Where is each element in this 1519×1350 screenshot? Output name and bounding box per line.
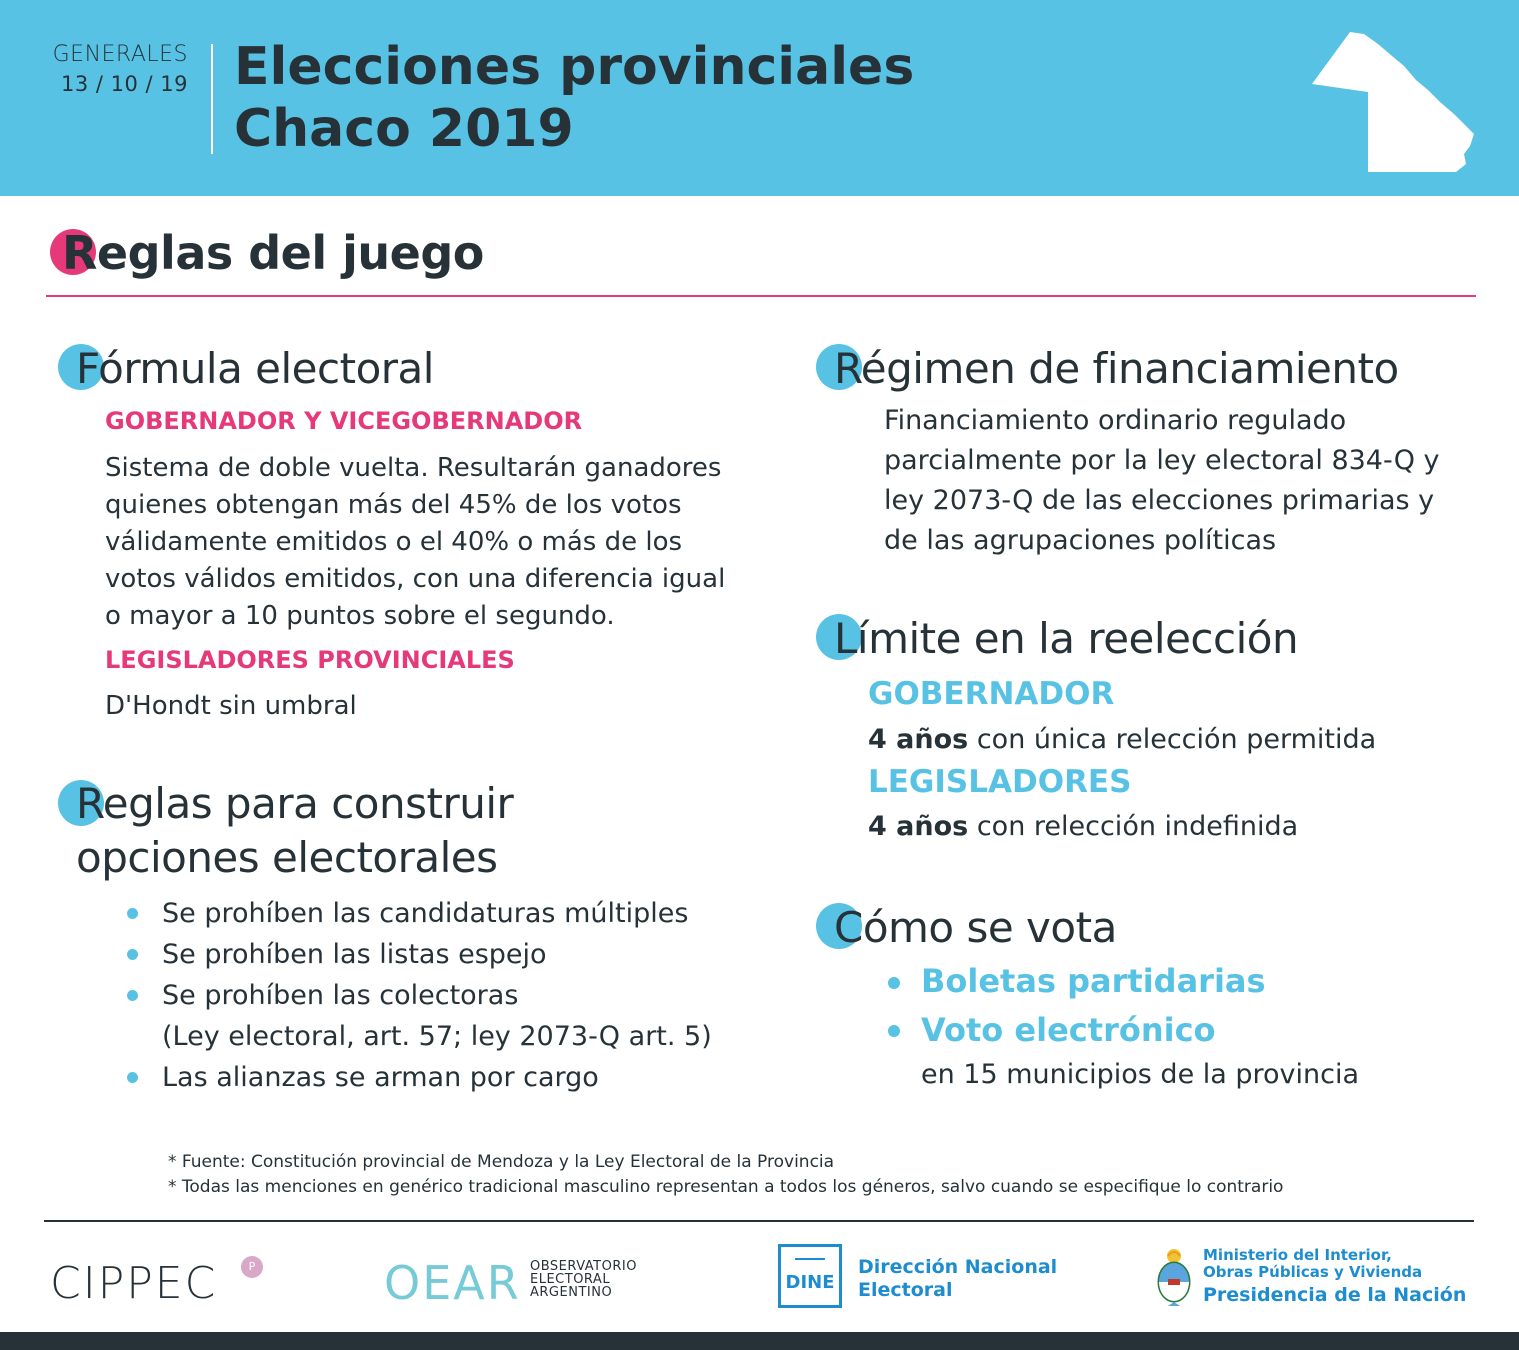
financiamiento-line: ley 2073-Q de las elecciones primarias y: [884, 485, 1435, 516]
oear-sub-line: ARGENTINO: [530, 1285, 613, 1300]
oear-logo-subtitle: [530, 1260, 637, 1299]
bullet-icon: [127, 1072, 138, 1083]
header-divider: [211, 44, 213, 154]
formula-gov-line: votos válidos emitidos, con una diferencia igual: [105, 564, 726, 594]
footnote-source: * Fuente: Constitución provincial de Mendoza y la Ley Electoral de la Provincia: [168, 1152, 835, 1172]
formula-leg-text: D'Hondt sin umbral: [105, 691, 357, 721]
financiamiento-line: parcialmente por la ley electoral 834-Q y: [884, 445, 1440, 476]
limite-heading: Límite en la reelección: [834, 614, 1299, 663]
election-date: 13 / 10 / 19: [60, 72, 188, 96]
section-title: Reglas del juego: [62, 226, 484, 280]
list-item: [124, 893, 712, 934]
formula-gov-line: quienes obtengan más del 45% de los votos: [105, 490, 682, 520]
list-item-note: (Ley electoral, art. 57; ley 2073-Q art. 5): [162, 1021, 712, 1052]
dne-line: Dirección Nacional: [858, 1256, 1058, 1278]
reglas-list: [124, 893, 712, 1098]
page-title-line1: Elecciones provinciales: [234, 37, 915, 97]
bullet-icon: [127, 908, 138, 919]
section-divider: [46, 295, 1476, 297]
ministerio-line: Ministerio del Interior,: [1203, 1246, 1392, 1264]
limite-gov-subtitle: GOBERNADOR: [868, 676, 1115, 712]
cippec-logo: CIPPEC: [50, 1258, 218, 1309]
chaco-map-icon: [1306, 28, 1478, 178]
limite-leg-subtitle: LEGISLADORES: [868, 764, 1132, 800]
formula-gov-subtitle: GOBERNADOR Y VICEGOBERNADOR: [105, 407, 583, 435]
bullet-icon: [127, 990, 138, 1001]
formula-gov-line: Sistema de doble vuelta. Resultarán ganadores: [105, 453, 722, 483]
financiamiento-line: Financiamiento ordinario regulado: [884, 405, 1347, 436]
escudo-nacional-icon: [1154, 1246, 1194, 1306]
reglas-heading-line1: Reglas para construir: [76, 779, 514, 828]
page-title-line2: Chaco 2019: [234, 99, 574, 159]
dne-logo-text: [858, 1256, 1057, 1302]
financiamiento-line: de las agrupaciones políticas: [884, 525, 1277, 556]
presidencia-logo-text: Presidencia de la Nación: [1203, 1284, 1467, 1306]
dine-logo-text: DINE: [785, 1272, 835, 1293]
list-item: [124, 1057, 712, 1098]
dne-line: Electoral: [858, 1279, 953, 1301]
vota-item-note: en 15 municipios de la provincia: [921, 1059, 1360, 1090]
ministerio-line: Obras Públicas y Vivienda: [1203, 1263, 1423, 1281]
dine-logo-bar: [795, 1258, 825, 1260]
formula-gov-line: o mayor a 10 puntos sobre el segundo.: [105, 601, 615, 631]
reglas-heading: [76, 777, 513, 885]
reglas-heading-line2: opciones electorales: [76, 833, 498, 882]
list-item-text: Las alianzas se arman por cargo: [162, 1062, 599, 1093]
list-item-text: Se prohíben las candidaturas múltiples: [162, 898, 689, 929]
list-item: [124, 934, 712, 975]
limite-gov-rest: con única relección permitida: [968, 724, 1377, 755]
list-item-text: Se prohíben las colectoras: [162, 980, 519, 1011]
oear-sub-line: ELECTORAL: [530, 1272, 611, 1287]
vota-item-boletas: Boletas partidarias: [921, 962, 1266, 1000]
list-item: [124, 975, 712, 1057]
vota-heading: Cómo se vota: [834, 903, 1117, 952]
limite-leg-bold: 4 años: [868, 811, 969, 842]
election-type-label: GENERALES: [52, 42, 188, 67]
limite-leg-rest: con relección indefinida: [968, 811, 1299, 842]
limite-gov-text: [868, 720, 1376, 760]
cippec-badge-icon: P: [241, 1256, 263, 1278]
bullet-icon: [888, 977, 900, 989]
formula-gov-line: válidamente emitidos o el 40% o más de los: [105, 527, 683, 557]
formula-heading: Fórmula electoral: [76, 344, 434, 393]
vota-item-electronico: Voto electrónico: [921, 1011, 1216, 1049]
financiamiento-text: [884, 401, 1440, 561]
oear-sub-line: OBSERVATORIO: [530, 1259, 637, 1274]
financiamiento-heading: Régimen de financiamiento: [834, 344, 1399, 393]
ministerio-logo-text: [1203, 1247, 1422, 1281]
bullet-icon: [888, 1025, 900, 1037]
footer-bar: [0, 1332, 1519, 1350]
list-item-text: Se prohíben las listas espejo: [162, 939, 547, 970]
bullet-icon: [127, 949, 138, 960]
footnote-gender: * Todas las menciones en genérico tradicional masculino representan a todos los géneros, salvo cuando se especifique lo contrario: [168, 1177, 1284, 1197]
page-title: [234, 36, 914, 160]
formula-gov-text: [105, 450, 725, 635]
limite-leg-text: [868, 807, 1298, 847]
footer-divider: [44, 1220, 1474, 1222]
oear-logo: OEAR: [384, 1256, 521, 1310]
formula-leg-subtitle: LEGISLADORES PROVINCIALES: [105, 646, 515, 674]
limite-gov-bold: 4 años: [868, 724, 969, 755]
